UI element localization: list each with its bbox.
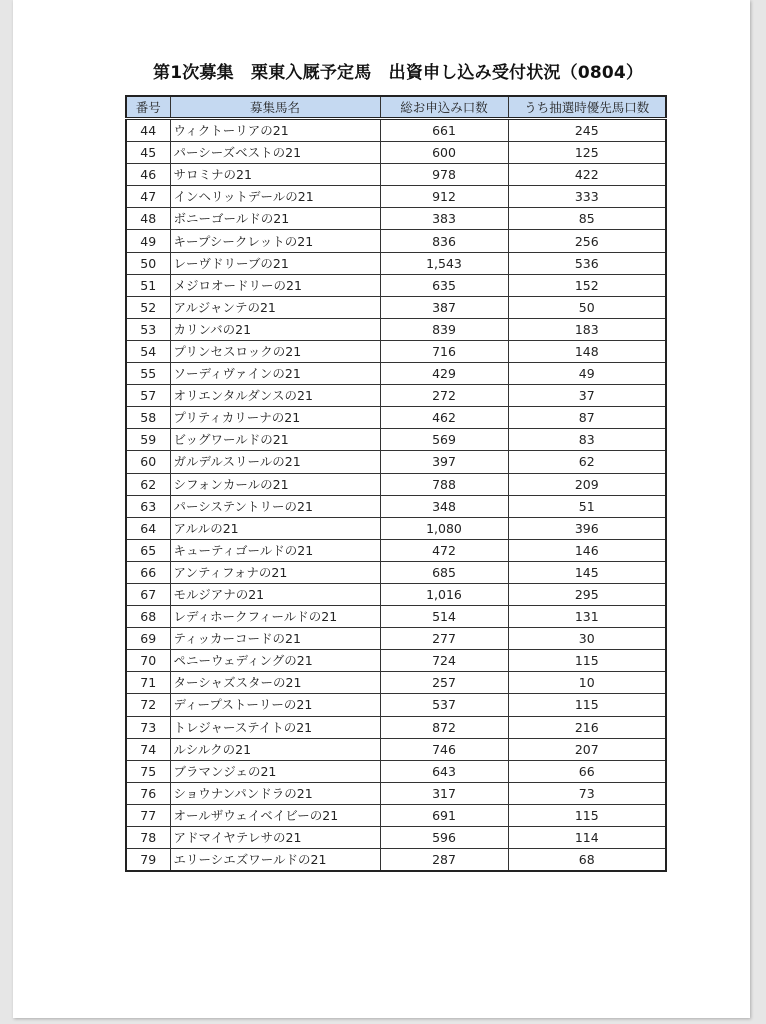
cell-total-applications: 472: [380, 539, 508, 561]
cell-horse-name: サロミナの21: [170, 164, 380, 186]
table-row: [126, 230, 666, 252]
cell-number: 68: [126, 606, 170, 628]
table-row: [126, 606, 666, 628]
cell-total-applications: 635: [380, 274, 508, 296]
cell-number: 59: [126, 429, 170, 451]
cell-horse-name: パーシステントリーの21: [170, 495, 380, 517]
cell-priority-applications: 115: [508, 804, 666, 826]
cell-number: 50: [126, 252, 170, 274]
cell-horse-name: アルルの21: [170, 517, 380, 539]
table-body: [126, 119, 666, 872]
cell-horse-name: インヘリットデールの21: [170, 186, 380, 208]
cell-total-applications: 643: [380, 760, 508, 782]
table-row: [126, 363, 666, 385]
cell-priority-applications: 51: [508, 495, 666, 517]
cell-total-applications: 383: [380, 208, 508, 230]
cell-priority-applications: 10: [508, 672, 666, 694]
cell-priority-applications: 333: [508, 186, 666, 208]
cell-priority-applications: 209: [508, 473, 666, 495]
table-row: [126, 849, 666, 872]
cell-number: 57: [126, 385, 170, 407]
cell-horse-name: ティッカーコードの21: [170, 628, 380, 650]
column-header-total-applications: 総お申込み口数: [380, 96, 508, 119]
table-row: [126, 672, 666, 694]
cell-total-applications: 277: [380, 628, 508, 650]
cell-horse-name: ペニーウェディングの21: [170, 650, 380, 672]
column-header-priority-applications: うち抽選時優先馬口数: [508, 96, 666, 119]
cell-total-applications: 685: [380, 561, 508, 583]
cell-total-applications: 272: [380, 385, 508, 407]
table-row: [126, 650, 666, 672]
cell-number: 53: [126, 318, 170, 340]
cell-priority-applications: 66: [508, 760, 666, 782]
cell-number: 76: [126, 782, 170, 804]
cell-total-applications: 746: [380, 738, 508, 760]
cell-total-applications: 836: [380, 230, 508, 252]
cell-priority-applications: 396: [508, 517, 666, 539]
cell-number: 64: [126, 517, 170, 539]
cell-priority-applications: 83: [508, 429, 666, 451]
cell-priority-applications: 295: [508, 583, 666, 605]
cell-horse-name: レーヴドリーブの21: [170, 252, 380, 274]
cell-number: 60: [126, 451, 170, 473]
cell-horse-name: キューティゴールドの21: [170, 539, 380, 561]
table-row: [126, 296, 666, 318]
cell-horse-name: ショウナンパンドラの21: [170, 782, 380, 804]
cell-priority-applications: 68: [508, 849, 666, 872]
cell-number: 46: [126, 164, 170, 186]
table-row: [126, 318, 666, 340]
table-row: [126, 473, 666, 495]
document-title: 第1次募集 栗東入厩予定馬 出資申し込み受付状況（0804）: [153, 63, 644, 83]
table-row: [126, 539, 666, 561]
cell-priority-applications: 216: [508, 716, 666, 738]
cell-number: 74: [126, 738, 170, 760]
cell-priority-applications: 114: [508, 827, 666, 849]
cell-horse-name: ソーディヴァインの21: [170, 363, 380, 385]
cell-horse-name: トレジャーステイトの21: [170, 716, 380, 738]
cell-priority-applications: 422: [508, 164, 666, 186]
cell-total-applications: 257: [380, 672, 508, 694]
cell-priority-applications: 37: [508, 385, 666, 407]
table-row: [126, 827, 666, 849]
cell-horse-name: パーシーズベストの21: [170, 142, 380, 164]
cell-horse-name: プリティカリーナの21: [170, 407, 380, 429]
cell-number: 48: [126, 208, 170, 230]
table-row: [126, 517, 666, 539]
cell-number: 79: [126, 849, 170, 872]
cell-total-applications: 537: [380, 694, 508, 716]
cell-number: 67: [126, 583, 170, 605]
table-row: [126, 628, 666, 650]
cell-horse-name: メジロオードリーの21: [170, 274, 380, 296]
cell-horse-name: アンティフォナの21: [170, 561, 380, 583]
cell-horse-name: オールザウェイベイビーの21: [170, 804, 380, 826]
table-row: [126, 561, 666, 583]
cell-horse-name: ルシルクの21: [170, 738, 380, 760]
cell-priority-applications: 207: [508, 738, 666, 760]
cell-total-applications: 788: [380, 473, 508, 495]
cell-horse-name: オリエンタルダンスの21: [170, 385, 380, 407]
cell-total-applications: 569: [380, 429, 508, 451]
cell-number: 75: [126, 760, 170, 782]
cell-total-applications: 317: [380, 782, 508, 804]
cell-horse-name: エリーシエズワールドの21: [170, 849, 380, 872]
table-row: [126, 451, 666, 473]
cell-priority-applications: 183: [508, 318, 666, 340]
cell-horse-name: アドマイヤテレサの21: [170, 827, 380, 849]
cell-horse-name: アルジャンテの21: [170, 296, 380, 318]
cell-number: 54: [126, 340, 170, 362]
application-status-table: [125, 95, 667, 872]
cell-total-applications: 348: [380, 495, 508, 517]
table-row: [126, 164, 666, 186]
cell-total-applications: 661: [380, 119, 508, 142]
cell-number: 45: [126, 142, 170, 164]
cell-total-applications: 1,543: [380, 252, 508, 274]
cell-number: 70: [126, 650, 170, 672]
cell-total-applications: 287: [380, 849, 508, 872]
cell-total-applications: 1,080: [380, 517, 508, 539]
cell-horse-name: カリンバの21: [170, 318, 380, 340]
table-row: [126, 716, 666, 738]
cell-number: 73: [126, 716, 170, 738]
table-row: [126, 694, 666, 716]
cell-horse-name: レディホークフィールドの21: [170, 606, 380, 628]
cell-priority-applications: 536: [508, 252, 666, 274]
cell-total-applications: 514: [380, 606, 508, 628]
table-header-row: [126, 96, 666, 119]
cell-number: 44: [126, 119, 170, 142]
cell-priority-applications: 49: [508, 363, 666, 385]
cell-total-applications: 1,016: [380, 583, 508, 605]
cell-priority-applications: 245: [508, 119, 666, 142]
cell-horse-name: キープシークレットの21: [170, 230, 380, 252]
table-row: [126, 495, 666, 517]
cell-number: 63: [126, 495, 170, 517]
table-row: [126, 186, 666, 208]
cell-horse-name: ガルデルスリールの21: [170, 451, 380, 473]
column-header-number: 番号: [126, 96, 170, 119]
cell-horse-name: プリンセスロックの21: [170, 340, 380, 362]
cell-priority-applications: 85: [508, 208, 666, 230]
cell-horse-name: ブラマンジェの21: [170, 760, 380, 782]
table-row: [126, 208, 666, 230]
cell-priority-applications: 131: [508, 606, 666, 628]
cell-horse-name: ボニーゴールドの21: [170, 208, 380, 230]
cell-number: 78: [126, 827, 170, 849]
cell-total-applications: 387: [380, 296, 508, 318]
cell-number: 66: [126, 561, 170, 583]
cell-horse-name: ビッグワールドの21: [170, 429, 380, 451]
cell-number: 62: [126, 473, 170, 495]
cell-priority-applications: 152: [508, 274, 666, 296]
cell-priority-applications: 30: [508, 628, 666, 650]
cell-total-applications: 596: [380, 827, 508, 849]
table-row: [126, 252, 666, 274]
table-row: [126, 385, 666, 407]
cell-number: 65: [126, 539, 170, 561]
cell-horse-name: ディープストーリーの21: [170, 694, 380, 716]
document-page: [13, 0, 750, 1018]
cell-horse-name: モルジアナの21: [170, 583, 380, 605]
cell-number: 69: [126, 628, 170, 650]
cell-total-applications: 429: [380, 363, 508, 385]
table-row: [126, 583, 666, 605]
cell-total-applications: 912: [380, 186, 508, 208]
cell-horse-name: ターシャズスターの21: [170, 672, 380, 694]
cell-horse-name: シフォンカールの21: [170, 473, 380, 495]
cell-priority-applications: 146: [508, 539, 666, 561]
table-row: [126, 407, 666, 429]
cell-priority-applications: 87: [508, 407, 666, 429]
table-row: [126, 119, 666, 142]
table-row: [126, 429, 666, 451]
cell-total-applications: 462: [380, 407, 508, 429]
cell-priority-applications: 125: [508, 142, 666, 164]
cell-total-applications: 978: [380, 164, 508, 186]
cell-total-applications: 872: [380, 716, 508, 738]
cell-total-applications: 716: [380, 340, 508, 362]
cell-number: 58: [126, 407, 170, 429]
cell-number: 49: [126, 230, 170, 252]
cell-number: 77: [126, 804, 170, 826]
cell-number: 72: [126, 694, 170, 716]
table-row: [126, 274, 666, 296]
table-row: [126, 760, 666, 782]
cell-priority-applications: 148: [508, 340, 666, 362]
cell-total-applications: 691: [380, 804, 508, 826]
cell-total-applications: 839: [380, 318, 508, 340]
table-row: [126, 738, 666, 760]
table-row: [126, 804, 666, 826]
column-header-horse-name: 募集馬名: [170, 96, 380, 119]
cell-number: 47: [126, 186, 170, 208]
table-row: [126, 340, 666, 362]
cell-priority-applications: 145: [508, 561, 666, 583]
cell-number: 55: [126, 363, 170, 385]
cell-horse-name: ウィクトーリアの21: [170, 119, 380, 142]
cell-priority-applications: 256: [508, 230, 666, 252]
cell-priority-applications: 115: [508, 694, 666, 716]
cell-total-applications: 600: [380, 142, 508, 164]
cell-number: 51: [126, 274, 170, 296]
cell-number: 71: [126, 672, 170, 694]
cell-priority-applications: 50: [508, 296, 666, 318]
table-row: [126, 782, 666, 804]
table-row: [126, 142, 666, 164]
cell-number: 52: [126, 296, 170, 318]
cell-total-applications: 397: [380, 451, 508, 473]
cell-priority-applications: 115: [508, 650, 666, 672]
cell-total-applications: 724: [380, 650, 508, 672]
cell-priority-applications: 73: [508, 782, 666, 804]
cell-priority-applications: 62: [508, 451, 666, 473]
